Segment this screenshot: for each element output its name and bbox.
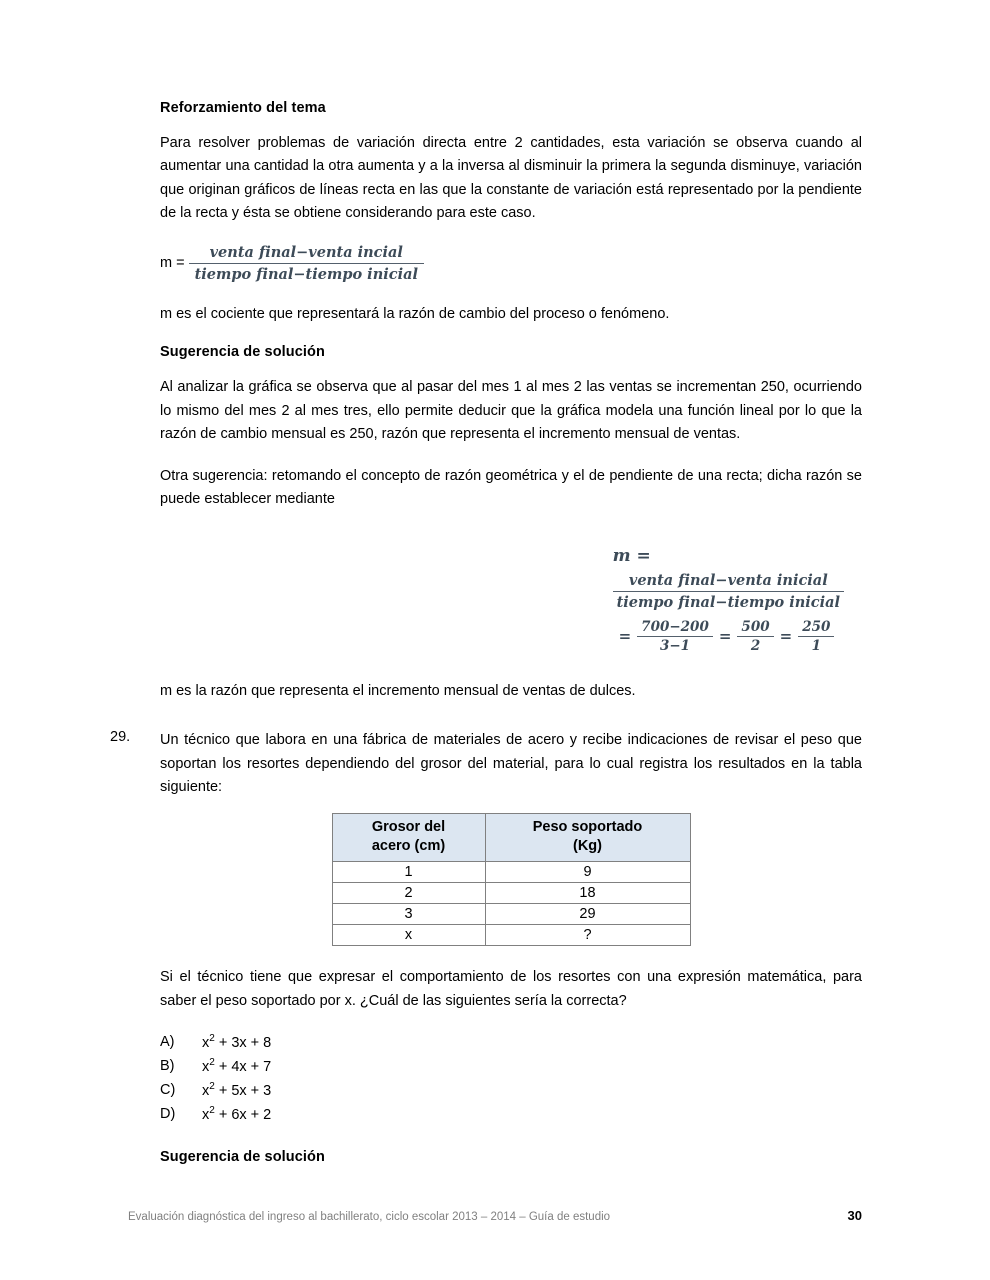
- formula2-values-numerator: 700−200: [637, 619, 713, 637]
- footer-page-number: 30: [847, 1208, 862, 1223]
- table-cell-weight: 9: [485, 862, 690, 883]
- formula2-fraction-values: [637, 619, 713, 654]
- formula-slope-computed: [160, 546, 862, 654]
- option-d-value: [202, 1103, 271, 1127]
- option-d-exponent: 2: [209, 1105, 215, 1117]
- table-row: [332, 862, 690, 883]
- formula2-equals-2: =: [718, 627, 732, 646]
- question-block: [110, 729, 862, 799]
- formula-slope: [160, 244, 862, 283]
- option-a-value: [202, 1031, 271, 1055]
- option-a-label: A): [160, 1033, 175, 1050]
- question-number: 29.: [110, 729, 131, 746]
- solution-paragraph-2: Otra sugerencia: retomando el concepto de razón geométrica y el de pendiente de una recta; dicha razón se puede establecer mediante: [160, 467, 862, 508]
- after-formula2-text: m es la razón que representa el incremento mensual de ventas de dulces.: [160, 682, 636, 699]
- formula2-numerator: venta final−venta inicial: [613, 572, 844, 592]
- formula2-equals-1: =: [618, 627, 632, 646]
- option-d-rest: + 6x + 2: [214, 1106, 272, 1123]
- steel-weight-table: [332, 813, 691, 946]
- after-formula-text: m es el cociente que representará la razón de cambio del proceso o fenómeno.: [160, 305, 670, 322]
- formula2-m-label: m =: [612, 545, 651, 566]
- solution-paragraph-1: Al analizar la gráfica se observa que al pasar del mes 1 al mes 2 las ventas se incrementan 250, ocurriendo lo mismo del mes 2 al mes tres, ello permite deducir que la gráfica modela una función lineal por lo que la razón de cambio mensual es 250, razón que representa el incremento mensual de ventas.: [160, 379, 862, 443]
- table-cell-thickness: 2: [332, 883, 485, 904]
- section-heading-reinforcement: Reforzamiento del tema: [160, 100, 326, 116]
- option-b-value: [202, 1055, 271, 1079]
- option-c-value: [202, 1079, 271, 1103]
- table-row: [332, 883, 690, 904]
- section-heading-solution-2: Sugerencia de solución: [160, 1149, 325, 1166]
- table-cell-weight: 29: [485, 904, 690, 925]
- table-header-weight-line2: (Kg): [573, 838, 602, 855]
- formula2-fraction-final: [798, 619, 834, 654]
- formula-lhs: m =: [160, 255, 185, 272]
- option-d[interactable]: [160, 1103, 862, 1127]
- formula2-fraction-reduced: [737, 619, 773, 654]
- formula-numerator: venta final−venta incial: [189, 244, 424, 264]
- option-a-base: x: [202, 1034, 210, 1051]
- option-b-rest: + 4x + 7: [214, 1058, 272, 1075]
- formula2-denominator: tiempo final−tiempo inicial: [616, 593, 840, 611]
- option-c-base: x: [202, 1082, 210, 1099]
- formula2-evaluation-row: [613, 619, 844, 654]
- formula-fraction: [189, 244, 424, 283]
- data-table-wrapper: [160, 813, 862, 946]
- table-cell-thickness: 3: [332, 904, 485, 925]
- option-d-label: D): [160, 1106, 176, 1123]
- option-c-label: C): [160, 1082, 176, 1099]
- table-cell-thickness: 1: [332, 862, 485, 883]
- option-b[interactable]: [160, 1055, 862, 1079]
- option-a-exponent: 2: [209, 1032, 215, 1044]
- formula2-final-denominator: 1: [811, 637, 821, 654]
- table-header-thickness-line1: Grosor del: [371, 818, 446, 835]
- page-footer: [128, 1208, 862, 1223]
- table-header-weight-line1: Peso soportado: [532, 818, 643, 835]
- formula-denominator: tiempo final−tiempo inicial: [194, 265, 418, 283]
- formula2-reduced-numerator: 500: [737, 619, 773, 637]
- table-header-weight: [485, 813, 690, 861]
- option-b-exponent: 2: [209, 1057, 215, 1068]
- option-a[interactable]: [160, 1031, 862, 1055]
- table-header-thickness: [332, 813, 485, 861]
- option-c-exponent: 2: [209, 1081, 215, 1093]
- formula2-reduced-denominator: 2: [750, 637, 761, 654]
- table-cell-weight: 18: [485, 883, 690, 904]
- formula2-final-numerator: 250: [798, 619, 834, 637]
- intro-paragraph: Para resolver problemas de variación directa entre 2 cantidades, esta variación se observa cuando al aumentar una cantidad la otra aumenta y a la inversa al disminuir la primera la segunda disminuye, variación que originan gráficos de líneas recta en las que la constante de variación está representado por la pendiente de la recta y ésta se obtiene considerando para este caso.: [160, 135, 862, 222]
- formula2-values-denominator: 3−1: [659, 637, 691, 654]
- table-header-thickness-line2: acero (cm): [371, 838, 446, 855]
- option-c[interactable]: [160, 1079, 862, 1103]
- option-b-label: B): [160, 1058, 175, 1074]
- answer-options: [160, 1031, 862, 1127]
- option-c-rest: + 5x + 3: [214, 1082, 272, 1099]
- section-heading-solution-1: Sugerencia de solución: [160, 344, 325, 361]
- formula2-equals-3: =: [779, 627, 793, 646]
- table-cell-thickness: x: [332, 925, 485, 946]
- option-a-rest: + 3x + 8: [214, 1034, 272, 1051]
- formula2-fraction: [613, 572, 844, 611]
- option-b-base: x: [202, 1058, 210, 1075]
- table-header-row: [332, 813, 690, 861]
- table-row: [332, 904, 690, 925]
- table-cell-weight: ?: [485, 925, 690, 946]
- table-row: [332, 925, 690, 946]
- question-text: Un técnico que labora en una fábrica de materiales de acero y recibe indicaciones de revisar el peso que soportan los resortes dependiendo del grosor del material, para lo cual registra los resultados en la tabla siguiente:: [160, 732, 862, 795]
- question-prompt: Si el técnico tiene que expresar el comportamiento de los resortes con una expresión matemática, para saber el peso soportado por x. ¿Cuál de las siguientes sería la correcta?: [160, 969, 862, 1009]
- footer-text: Evaluación diagnóstica del ingreso al bachillerato, ciclo escolar 2013 – 2014 – Guía de estudio: [128, 1211, 611, 1223]
- option-d-base: x: [202, 1106, 210, 1123]
